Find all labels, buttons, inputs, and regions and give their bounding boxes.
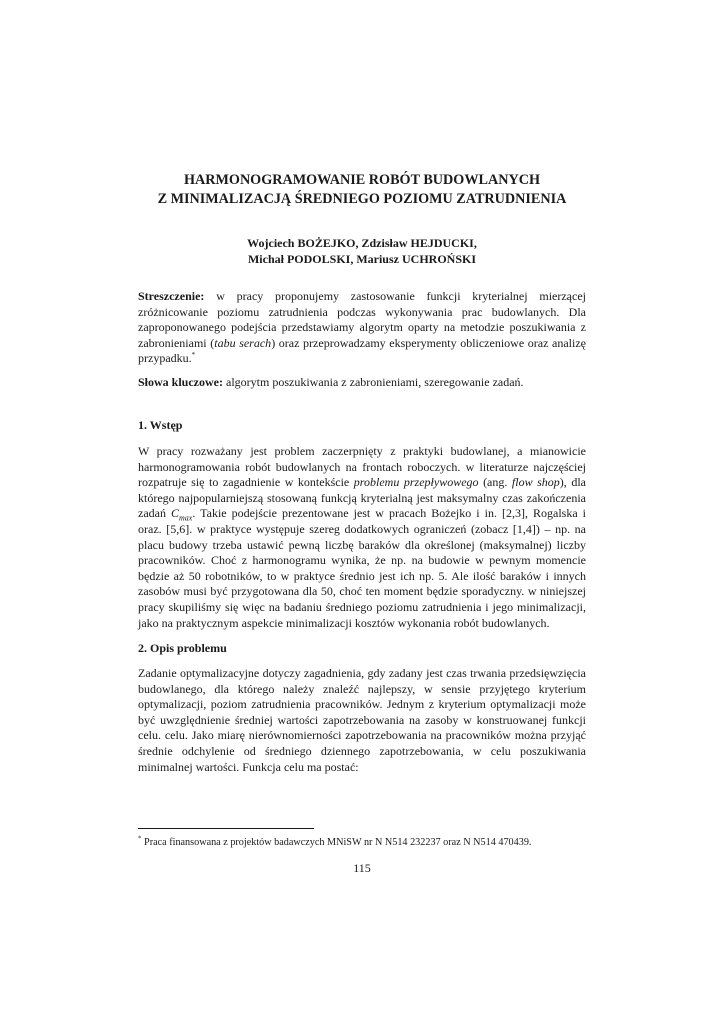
section-1-text-a: W pracy rozważany jest problem zaczerpnięty z praktyki budowlanej, a mianowicie harmonogramowania robót budowlanych na frontach roboczych. w literaturze najczęściej rozpatruje się to zagadnienie w kontekście (138, 444, 586, 490)
abstract-text-1: w pracy proponujemy zastosowanie funkcji kryterialnej mierzącej zróżnicowanie poziomu zatrudnienia podczas wykonywania prac budowlanych. Dla zaproponowanego podejścia przedstawiamy algorytm oparty na metodzie poszukiwania z zabronieniami ( (138, 289, 586, 350)
section-2-paragraph: Zadanie optymalizacyjne dotyczy zagadnienia, gdy zadany jest czas trwania przedsięwzięcia budowlanego, dla którego należy znaleźć najlepszy, w sensie przyjętego kryterium optymalizacji, poziom zatrudnienia pracowników. Jednym z kryterium optymalizacji może być uwzględnienie średniej wartości zapotrzebowania na zasoby w konstruowanej funkcji celu. celu. Jako miarę nierównomierności zapotrzebowania na pracowników można przyjąć średnie odchylenie od średniego dziennego zapotrzebowania, w celu poszukiwania minimalnej wartości. Funkcja celu ma postać: (138, 666, 586, 774)
section-1-paragraph (138, 444, 586, 631)
section-1-em-flow-problem: problemu przepływowego (353, 475, 479, 490)
section-1-em-flow-shop: flow shop (511, 475, 560, 490)
abstract (138, 289, 586, 367)
footnote-mark: * (138, 834, 142, 843)
page-number: 115 (353, 861, 371, 875)
keywords (138, 375, 586, 391)
title-line-2: Z MINIMALIZACJĄ ŚREDNIEGO POZIOMU ZATRUDNIENIA (157, 191, 567, 207)
abstract-tabu-term: tabu serach (214, 335, 272, 350)
footnote-text: Praca finansowana z projektów badawczych MNiSW nr N N514 232237 oraz N N514 470439. (141, 837, 532, 848)
abstract-footnote-mark: * (191, 351, 196, 360)
footnote-separator (138, 828, 314, 829)
title-line-1: HARMONOGRAMOWANIE ROBÓT BUDOWLANYCH (183, 172, 541, 188)
authors-line-2: Michał PODOLSKI, Mariusz UCHROŃSKI (247, 252, 476, 266)
section-1-text-c: ), dla którego najpopularniejszą stosowaną funkcją kryterialną jest maksymalny czas zakończenia zadań (138, 475, 586, 521)
paper-title (120, 171, 604, 209)
authors-line-1: Wojciech BOŻEJKO, Zdzisław HEJDUCKI, (247, 236, 477, 250)
section-2-heading: 2. Opis problemu (138, 641, 227, 655)
keywords-text: algorytm poszukiwania z zabronieniami, szeregowanie zadań. (223, 375, 524, 389)
cmax-subscript: max (179, 513, 193, 523)
cmax-symbol: C (171, 506, 180, 521)
abstract-text-2: ) oraz przeprowadzamy eksperymenty obliczeniowe oraz analizę przypadku. (138, 335, 586, 366)
abstract-label: Streszczenie: (138, 289, 205, 303)
section-1-text-d: . Takie podejście prezentowane jest w pracach Bożejko i in. [2,3], Rogalska i oraz. [5,6]. w praktyce występuje szereg dodatkowych ograniczeń (zobacz [1,4]) – np. na placu budowy trzeba ustawić pewną liczbę baraków dla określonej (maksymalnej) liczby pracowników. Choć z harmonogramu wynika, że np. na budowie w pewnym momencie będzie aż 50 robotników, to w praktyce średnio jest ich np. 5. Ale ilość baraków i innych zasobów musi być przygotowana dla 50, choć ten moment będzie sporadyczny. w niniejszej pracy skupiliśmy się więc na badaniu średniego poziomu zatrudnienia i jego minimalizacji, jako na praktycznym aspekcie minimalizacji kosztów wykonania robót budowlanych. (138, 506, 586, 630)
keywords-label: Słowa kluczowe: (138, 375, 223, 389)
section-1-text-b: (ang. (478, 475, 512, 490)
author-list (120, 235, 604, 267)
section-1-heading: 1. Wstęp (138, 418, 183, 432)
footnote (138, 836, 598, 849)
